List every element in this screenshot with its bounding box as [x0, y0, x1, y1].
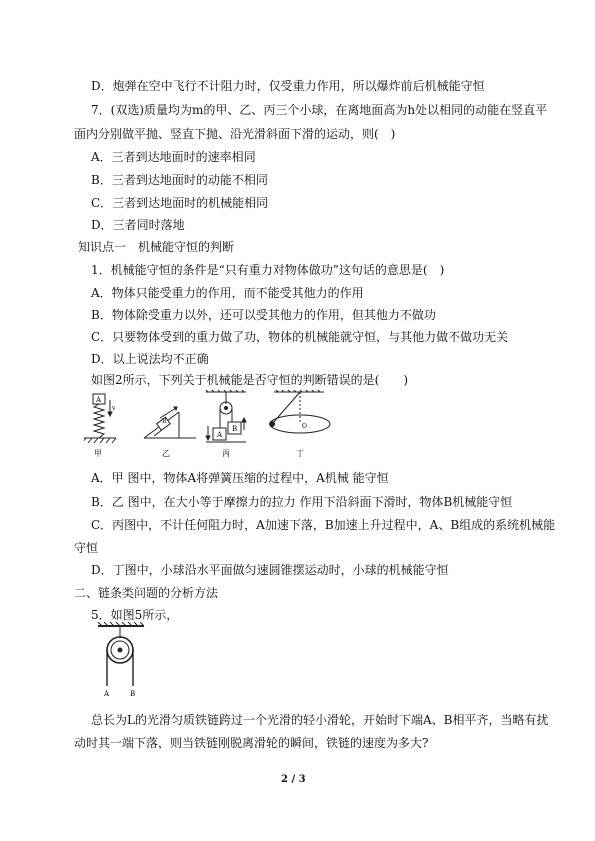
option-d-fig2: D．丁图中，小球沿水平面做匀速圆锥摆运动时，小球的机械能守恒 [91, 563, 449, 577]
question-1: 1．机械能守恒的条件是“只有重力对物体做功”这句话的意思是( ) [91, 263, 445, 277]
option-a-q1: A．物体只能受重力的作用，而不能受其他力的作用 [91, 286, 364, 300]
question-7-line2: 面内分别做平抛、竖直下抛、沿光滑斜面下滑的运动，则( ) [74, 127, 396, 141]
fig2-bing [204, 390, 246, 442]
option-d-q1: D．以上说法均不正确 [91, 352, 209, 366]
fig5-label-b: B [130, 690, 136, 698]
option-a-q7: A．三者到达地面时的速率相同 [91, 150, 256, 164]
option-d-q7: D．三者同时落地 [91, 218, 185, 232]
section-heading-knowledge-point: 知识点一 机械能守恒的判断 [78, 240, 235, 254]
option-c-fig2-line1: C．丙图中，不计任何阻力时，A加速下落，B加速上升过程中，A、B组成的系统机械能 [91, 518, 556, 532]
page-number: 2 / 3 [281, 774, 306, 785]
figure-2 [84, 390, 344, 462]
figure-5 [96, 622, 146, 700]
fig2-label-jia: 甲 [94, 449, 102, 458]
fig2-mark-a-jia: A [96, 396, 102, 404]
fig2-yi [144, 407, 196, 438]
option-c-fig2-line2: 守恒 [74, 541, 99, 555]
fig2-mark-v-jia: v [112, 405, 116, 412]
option-d-q6: D．炮弹在空中飞行不计阻力时，仅受重力作用，所以爆炸前后机械能守恒 [91, 79, 485, 93]
option-b-q7: B．三者到达地面时的动能不相同 [91, 173, 268, 187]
fig2-mark-b-bing: B [232, 425, 238, 433]
question-5: 5．如图5所示， [91, 608, 179, 622]
fig2-mark-a-bing: A [217, 431, 223, 439]
fig2-mark-o-ding: O [302, 423, 307, 430]
question-fig2: 如图2所示，下列关于机械能是否守恒的判断错误的是( ) [91, 373, 409, 387]
option-a-fig2: A．甲 图中，物体A将弹簧压缩的过程中，A机械 能守恒 [91, 471, 389, 485]
fig2-label-bing: 丙 [222, 449, 230, 458]
fig2-mark-b-yi: B [162, 418, 167, 425]
fig2-label-ding: 丁 [296, 449, 304, 458]
fig2-ding [270, 390, 331, 433]
question-7-line1: 7．(双选)质量均为m的甲、乙、丙三个小球，在离地面高为h处以相同的动能在竖直平 [91, 103, 548, 117]
question-5-body-line2: 动时其一端下落，则当铁链刚脱离滑轮的瞬间，铁链的速度为多大? [74, 736, 429, 750]
question-5-body-line1: 总长为L的光滑匀质铁链跨过一个光滑的轻小滑轮，开始时下端A、B相平齐，当略有扰 [91, 713, 549, 727]
option-b-fig2: B．乙 图中，在大小等于摩擦力的拉力 作用下沿斜面下滑时，物体B机械能守恒 [91, 495, 513, 509]
option-c-q1: C．只要物体受到的重力做了功，物体的机械能就守恒，与其他力做不做功无关 [91, 330, 509, 344]
section-heading-chain: 二、链条类问题的分析方法 [74, 586, 219, 600]
fig2-label-yi: 乙 [162, 449, 170, 458]
fig5-label-a: A [104, 690, 110, 698]
option-c-q7: C．三者到达地面时的机械能相同 [91, 196, 269, 210]
option-b-q1: B．物体除受重力以外，还可以受其他力的作用，但其他力不做功 [91, 308, 436, 322]
